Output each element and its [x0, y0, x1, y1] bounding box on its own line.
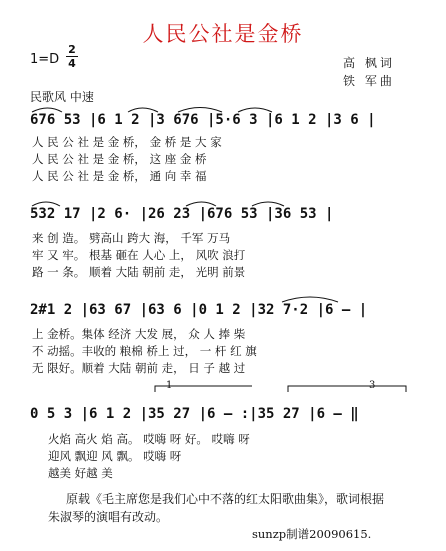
song-title: 人民公社是金桥	[142, 22, 304, 46]
notation-line-1: 676 53 |6 1 2 |3 676 |5·6 3 |6 1 2 |3 6 |	[30, 112, 376, 128]
lyric-line: 人 民 公 社 是 金 桥， 通 向 幸 福	[32, 169, 207, 183]
volta-2-label: 3	[369, 380, 376, 391]
lyric-line: 牢 又 牢。 根基 砸在 人心 上， 风吹 浪打	[32, 248, 246, 262]
lyric-line: 人 民 公 社 是 金 桥， 金 桥 是 大 家	[32, 135, 222, 149]
notation-line-3: 2#1 2 |63 67 |63 6 |0 1 2 |32 7·2 |6 – |	[30, 302, 368, 318]
lyric-line: 无 限好。顺着 大陆 朝前 走， 日 子 越 过	[32, 361, 246, 375]
lyric-line: 上 金桥。集体 经济 大发 展， 众 人 捧 柴	[32, 327, 246, 341]
lyric-line: 不 动摇。丰收的 粮棉 桥上 过， 一 杆 红 旗	[32, 344, 257, 358]
key-signature: 1=D	[30, 52, 60, 67]
lyric-line: 火焰 高火 焰 高。 哎嗨 呀 好。 哎嗨 呀	[48, 432, 250, 446]
lyric-line: 越美 好越 美	[48, 466, 113, 480]
lyric-line: 路 一 条。 顺着 大陆 朝前 走， 光明 前景	[32, 265, 246, 279]
meter-bottom: 4	[68, 57, 76, 70]
source-note-line-1: 原载《毛主席您是我们心中不落的红太阳歌曲集》，歌词根据	[66, 492, 385, 506]
lyricist-credit: 高 枫词	[343, 56, 395, 70]
source-note-line-2: 朱淑琴的演唱有改动。	[48, 510, 169, 524]
volta-1-label: 1	[166, 380, 173, 391]
notation-line-2: 532 17 |2 6· |26 23 |676 53 |36 53 |	[30, 206, 334, 222]
meter-top: 2	[68, 43, 76, 56]
transcriber-signature: sunzp制谱20090615.	[252, 527, 372, 541]
notation-line-4: 0 5 3 |6 1 2 |35 27 |6 – :|35 27 |6 – ‖	[30, 406, 359, 422]
lyric-line: 来 创 造。 劈高山 跨大 海， 千军 万马	[32, 231, 231, 245]
tempo-marking: 民歌风 中速	[30, 90, 94, 104]
composer-credit: 铁 军曲	[343, 74, 395, 88]
lyric-line: 人 民 公 社 是 金 桥， 这 座 金 桥	[32, 152, 207, 166]
lyric-line: 迎风 飘迎 风 飘。 哎嗨 呀	[48, 449, 182, 463]
